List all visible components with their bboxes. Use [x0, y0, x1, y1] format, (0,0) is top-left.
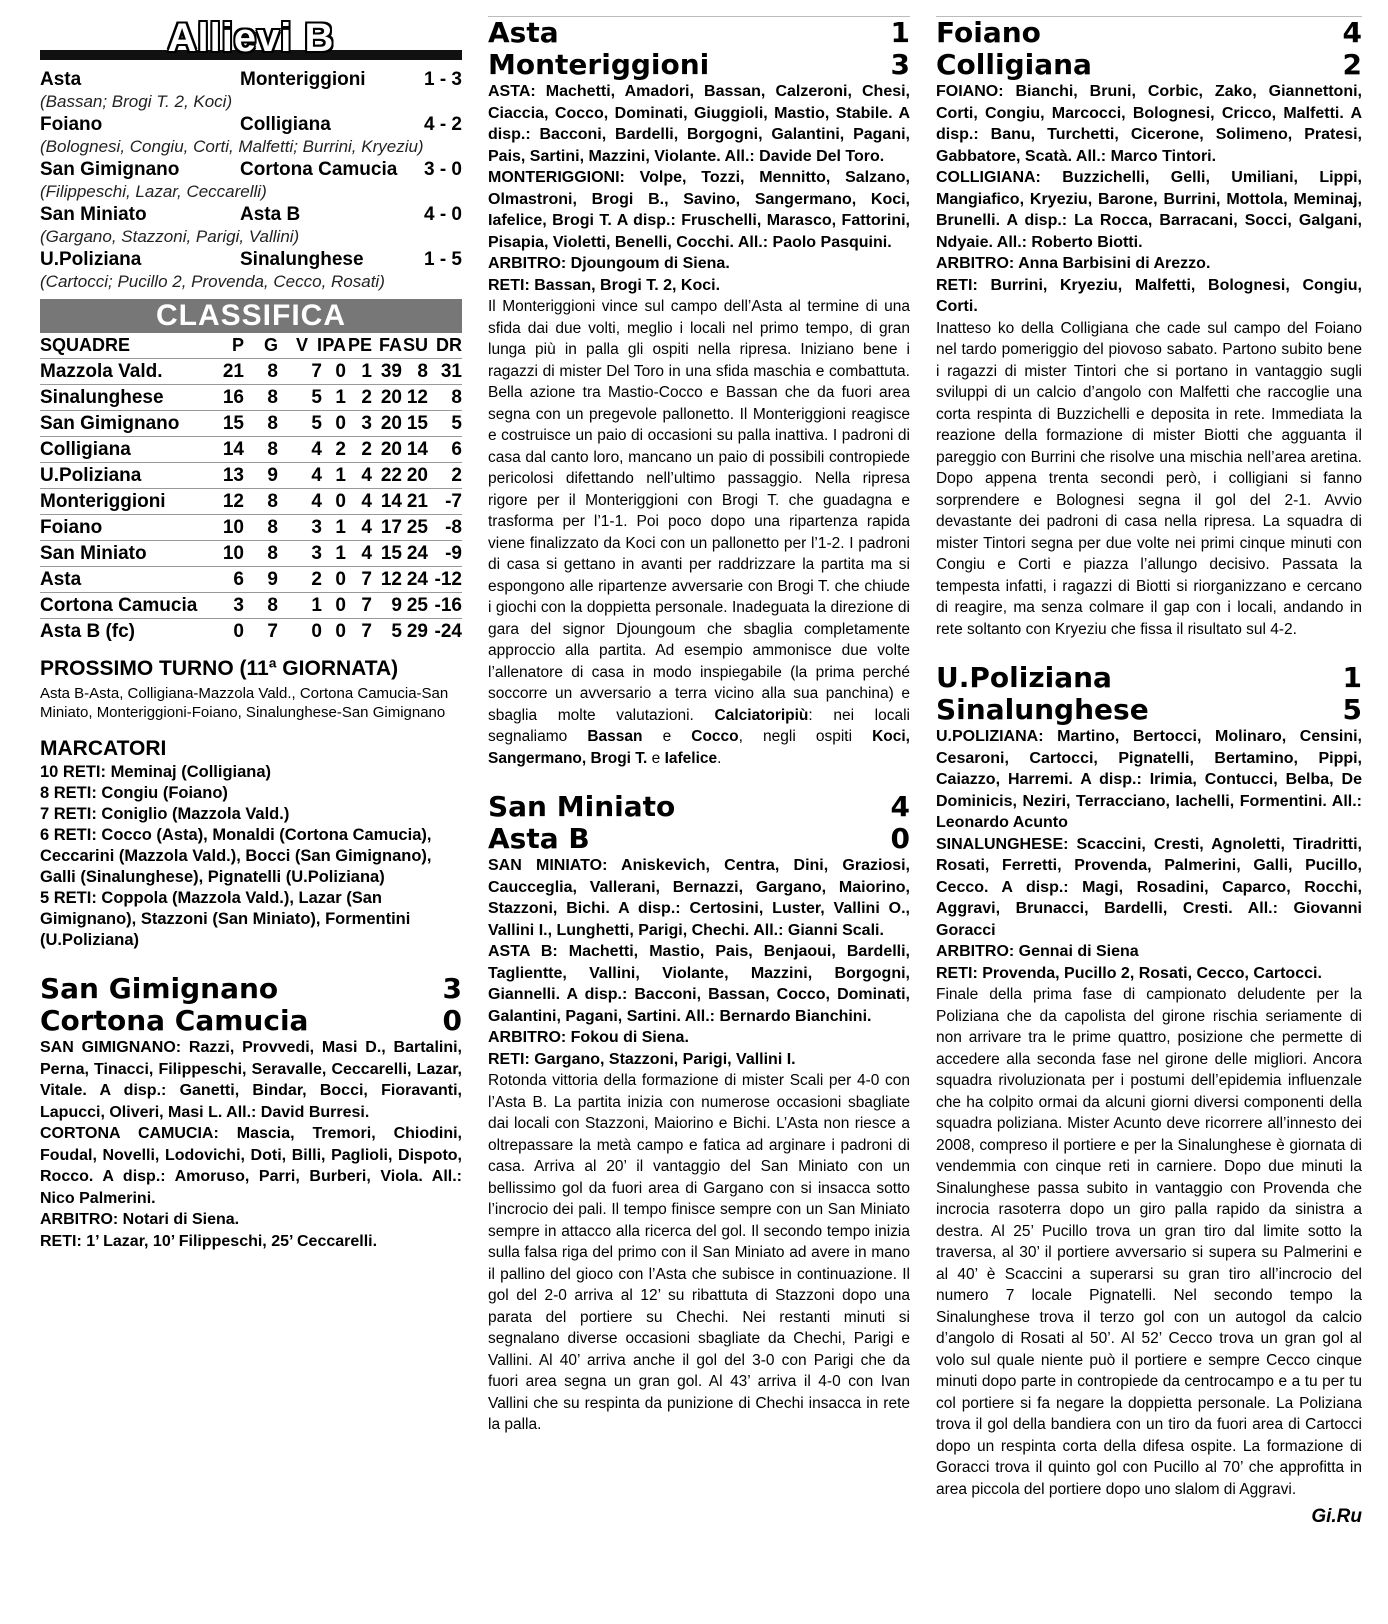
away-lineup: SINALUNGHESE: Scaccini, Cresti, Agnoletti, Tiradritti, Rosati, Ferretti, Provenda, Palmerini, Galli, Pucillo, Cecco. A disp.: Magi, Rosadini, Caparco, Rocchi, Aggravi, Brunacci, Bardelli, Cresti. All.: Giovanni Goracci — [936, 835, 1362, 939]
col-header: SU — [402, 335, 428, 355]
result-item — [40, 203, 462, 248]
away-lineup: ASTA B: Machetti, Mastio, Pais, Benjaoui, Bardelli, Taglientte, Vallini, Violante, Mazzini, Borgogni, Giannelli. A disp.: Bacconi, Bassan, Cocco, Dominati, Galantini, Pagani, Sartini. All.: Bernardo Bianchini. — [488, 943, 910, 1025]
col-header: P — [231, 335, 244, 355]
narrative-text: , negli ospiti — [738, 728, 873, 745]
stat-cell: 8 — [244, 411, 278, 437]
stat-cell: 8 — [244, 515, 278, 541]
team-name: San Miniato — [40, 541, 218, 567]
col-header: G — [263, 335, 278, 355]
team-name: Asta B (fc) — [40, 619, 218, 645]
scorers: (Cartocci; Pucillo 2, Provenda, Cecco, Rosati) — [40, 272, 385, 291]
stat-cell: 29 — [402, 619, 428, 645]
stat-cell: 2 — [346, 385, 372, 411]
match-narrative: Rotonda vittoria della formazione di mister Scali per 4-0 con l’Asta B. La partita inizia con numerose occasioni sbagliate dai locali con Stazzoni, Maiorino e Bichi. L’Asta non riesce a oltrepassare la metà campo e fatica ad arginare i padroni di casa. Arriva al 20’ il vantaggio del San Miniato con un bellissimo gol da fuori area di Gargano con si insacca sotto l’incrocio dei pali. Il tempo finisce sempre con un San Miniato sempre in attacco alla ricerca del gol. Il secondo tempo inizia sulla falsa riga del primo con il San Miniato ad avere in mano il pallino del gioco con l’Asta che subisce in continuazione. Il gol del 2-0 arriva al 12’ su ribattuta di Stazzoni dopo una parata del portiere su Chechi. Nei restanti minuti si segnalano diverse occasioni sbagliate da Chechi, Parigi e Vallini. Al 40’ arriva anche il gol del 3-0 con Parigi che da fuori area segna un gran gol. Al 43’ arriva il 4-0 con Ivan Vallini che su respinta da punizione di Chechi insacca in rete la palla. — [488, 1072, 910, 1433]
calciatoripiu-label: Calciatoripiù — [714, 706, 809, 724]
stat-cell: 1 — [322, 385, 346, 411]
away-team: Sinalunghese — [240, 249, 364, 270]
away-lineup: CORTONA CAMUCIA: Mascia, Tremori, Chiodini, Foudal, Novelli, Lodovichi, Doti, Billi, Paglioli, Dispoto, Rocco. A disp.: Amoruso, Parri, Burberi, Viola. All.: Nico Palmerini. — [40, 1125, 462, 1207]
scorers: (Bolognesi, Congiu, Corti, Malfetti; Burrini, Kryeziu) — [40, 137, 424, 156]
away-score: 5 — [1342, 693, 1362, 726]
stat-cell: 4 — [346, 515, 372, 541]
team-name: Colligiana — [40, 437, 218, 463]
player-highlight: Iafelice — [664, 749, 718, 767]
match-report-san-miniato — [488, 791, 910, 1436]
stat-cell: 24 — [402, 567, 428, 593]
stat-cell: 5 — [278, 411, 322, 437]
away-score: 3 — [890, 48, 910, 81]
section-header — [40, 16, 462, 64]
away-team: Monteriggioni — [240, 69, 366, 90]
home-score: 1 — [890, 16, 910, 49]
stat-cell: 0 — [278, 619, 322, 645]
stat-cell: 8 — [244, 541, 278, 567]
stat-cell: 4 — [278, 463, 322, 489]
marcatori-line: 5 RETI: Coppola (Mazzola Vald.), Lazar (San Gimignano), Stazzoni (San Miniato), Formentini (U.Poliziana) — [40, 889, 411, 949]
home-lineup: SAN MINIATO: Aniskevich, Centra, Dini, Graziosi, Caucceglia, Vallerani, Bernazzi, Gargano, Maiorino, Stazzoni, Bichi. A disp.: Certosini, Luster, Vallini O., Vallini I., Lunghetti, Parigi, Chechi. All.: Gianni Scali. — [488, 857, 910, 939]
home-team: San Miniato — [488, 790, 676, 823]
match-report-san-gimignano — [40, 973, 462, 1252]
away-team: Monteriggioni — [488, 48, 710, 81]
stat-cell: 4 — [278, 489, 322, 515]
referee: ARBITRO: Fokou di Siena. — [488, 1029, 689, 1046]
team-name: San Gimignano — [40, 411, 218, 437]
stat-cell: 22 — [372, 463, 402, 489]
stat-cell: 10 — [218, 541, 244, 567]
stat-cell: -9 — [428, 541, 462, 567]
goals: RETI: Gargano, Stazzoni, Parigi, Vallini I. — [488, 1050, 796, 1068]
stat-cell: 6 — [218, 567, 244, 593]
scorers: (Filippeschi, Lazar, Ceccarelli) — [40, 182, 267, 201]
stat-cell: 14 — [218, 437, 244, 463]
marcatori-title: MARCATORI — [40, 737, 167, 760]
referee: ARBITRO: Gennai di Siena — [936, 943, 1139, 960]
stat-cell: 39 — [372, 359, 402, 385]
stat-cell: 2 — [278, 567, 322, 593]
away-team: Cortona Camucia — [240, 159, 398, 180]
marcatori-line: 10 RETI: Meminaj (Colligiana) — [40, 763, 272, 781]
result-item — [40, 68, 462, 113]
score: 3 - 0 — [423, 159, 462, 180]
standings-row — [40, 411, 462, 437]
goals: RETI: Burrini, Kryeziu, Malfetti, Bolognesi, Congiu, Corti. — [936, 276, 1362, 315]
standings-row — [40, 359, 462, 385]
scorers: (Bassan; Brogi T. 2, Koci) — [40, 92, 233, 111]
prossimo-turno-title: PROSSIMO TURNO (11ª GIORNATA) — [40, 657, 399, 680]
stat-cell: 20 — [372, 411, 402, 437]
marcatori-line: 6 RETI: Cocco (Asta), Monaldi (Cortona Camucia), Ceccarini (Mazzola Vald.), Bocci (San Gimignano), Galli (Sinalunghese), Pignatelli (U.Poliziana) — [40, 826, 432, 886]
standings-row — [40, 541, 462, 567]
stat-cell: 20 — [372, 385, 402, 411]
stat-cell: 21 — [402, 489, 428, 515]
player-highlight: Bassan — [587, 728, 643, 745]
stat-cell: 9 — [244, 567, 278, 593]
results-list — [40, 68, 462, 293]
home-team: San Gimignano — [40, 159, 180, 180]
standings-row — [40, 567, 462, 593]
away-team: Colligiana — [240, 114, 331, 135]
col-header: FA — [378, 335, 402, 355]
stat-cell: 7 — [346, 619, 372, 645]
marcatori-line: 7 RETI: Coniglio (Mazzola Vald.) — [40, 805, 290, 823]
stat-cell: 7 — [278, 359, 322, 385]
col-header: PA — [322, 335, 346, 355]
stat-cell: 10 — [218, 515, 244, 541]
stat-cell: -7 — [428, 489, 462, 515]
standings-row — [40, 515, 462, 541]
result-item — [40, 248, 462, 293]
match-report-foiano — [936, 16, 1362, 640]
team-name: Sinalunghese — [40, 385, 218, 411]
stat-cell: 8 — [244, 489, 278, 515]
match-narrative: Inatteso ko della Colligiana che cade sul campo del Foiano nel tardo pomeriggio del piovoso sabato. Partono subito bene i ragazzi di mister Tintori che si portano in vantaggio sugli sviluppi di un calcio d’angolo con Malfetti che raccoglie una corta respinta di Buzzichelli e deposita in rete. Immediata la reazione della formazione di mister Biotti che agguanta il pareggio con Burrini che risolve una mischia nell’area aretina. Dopo appena trenta secondi però, i colligiani si fanno sorprendere e Bolognesi segna il gol del 2-1. Avvio devastante dei padroni di casa nella ripresa. La squadra di mister Tintori segna per due volte nei primi cinque minuti con Congiu e Corti e piazza l’allungo decisivo. Passata la tempesta infatti, i ragazzi di Biotti si riorganizzano e cercano di reagire, ma senza colmare il gap con i locali, andando in rete soltanto con Kryeziu che fissa il risultato sul 4-2. — [936, 319, 1362, 638]
away-team: Cortona Camucia — [40, 1004, 309, 1037]
stat-cell: 15 — [372, 541, 402, 567]
col-header: SQUADRE — [40, 335, 131, 355]
home-team: U.Poliziana — [936, 661, 1112, 694]
stat-cell: 2 — [346, 437, 372, 463]
home-team: Asta — [488, 16, 559, 49]
stat-cell: 31 — [428, 359, 462, 385]
stat-cell: 8 — [244, 359, 278, 385]
home-team: Foiano — [936, 16, 1041, 49]
column-middle — [488, 16, 910, 1436]
score: 1 - 5 — [423, 249, 462, 270]
home-lineup: U.POLIZIANA: Martino, Bertocci, Molinaro, Censini, Cesaroni, Cartocci, Pignatelli, Bertamino, Pippi, Caiazzo, Harremi. A disp.: Irimia, Contucci, Belba, De Dominicis, Neziri, Terracciano, Iachelli, Formentini. All.: Leonardo Acunto — [936, 728, 1362, 831]
column-left — [40, 16, 462, 1252]
home-score: 3 — [442, 972, 462, 1005]
team-name: Foiano — [40, 515, 218, 541]
match-narrative: Finale della prima fase di campionato deludente per la Poliziana che da capolista del girone rischia seriamente di non arrivare tra le prime quattro, posizione che permette di accedere alla seconda fase nel girone delle migliori. Ancora squadra rivoluzionata per i postumi dell’epidemia influenzale che ha colpito ormai da alcuni giorni diversi componenti della squadra poliziana. Mister Acunto deve ricorrere all’innesto dei 2008, compreso il portiere e per la Sinalunghese è giornata di vendemmia con cinque reti in carniere. Dopo due minuti la Sinalunghese passa subito in vantaggio con Provenda che incrocia rasoterra dopo un giro palla rapido da sinistra a destra. Al 25’ Pucillo trova un gran tiro dal limite sotto la traversa, al 30’ il portiere avversario si supera su Palmerini e al 40’ è Scaccini a superarsi su gran tiro all’incrocio del numero 7 locale Pignatelli. Nel secondo tempo la Sinalunghese trova il terzo gol con un autogol da calcio d’angolo di Rosati al 50’. Al 52’ Cecco trova un gran gol al volo sul quale niente può il portiere e sempre Cecco cinque minuti dopo parte in contropiede da centrocampo e a tu per tu col portiere si fa negare la doppietta personale. La Poliziana trova il gol della bandiera con un tiro da fuori area di Cartocci dopo un respinta corta della difesa ospite. La formazione di Goracci trova il quinto gol con Pucillo al 70’ che approfitta in area piccola del portiere dopo uno slalom di Aggravi. — [936, 986, 1362, 1498]
goals: RETI: 1’ Lazar, 10’ Filippeschi, 25’ Ceccarelli. — [40, 1232, 378, 1250]
stat-cell: 3 — [278, 541, 322, 567]
referee: ARBITRO: Notari di Siena. — [40, 1211, 240, 1228]
stat-cell: 20 — [372, 437, 402, 463]
away-score: 0 — [442, 1004, 462, 1037]
classifica-title: CLASSIFICA — [40, 299, 462, 333]
stat-cell: 3 — [278, 515, 322, 541]
stat-cell: 9 — [244, 463, 278, 489]
scorers: (Gargano, Stazzoni, Parigi, Vallini) — [40, 227, 300, 246]
referee: ARBITRO: Anna Barbisini di Arezzo. — [936, 255, 1211, 272]
marcatori-list — [40, 762, 462, 951]
match-report-poliziana — [936, 662, 1362, 1528]
col-header: V — [295, 335, 308, 355]
home-lineup: SAN GIMIGNANO: Razzi, Provvedi, Masi D., Bartalini, Perna, Tinacci, Filippeschi, Seravalle, Ceccarelli, Lazar, Vitale. A disp.: Ganetti, Bindar, Bocci, Fioravanti, Lapucci, Oliveri, Masi L. All.: David Burresi. — [40, 1039, 462, 1121]
marcatori-line: 8 RETI: Congiu (Foiano) — [40, 784, 228, 802]
score: 4 - 0 — [423, 204, 462, 225]
match-report-asta — [488, 16, 910, 769]
narrative-text: . — [717, 749, 722, 767]
stat-cell: 4 — [346, 463, 372, 489]
stat-cell: 0 — [322, 619, 346, 645]
stat-cell: 1 — [322, 463, 346, 489]
stat-cell: 8 — [244, 437, 278, 463]
stat-cell: 9 — [372, 593, 402, 619]
author-signature: Gi.Ru — [1311, 1506, 1362, 1527]
stat-cell: 0 — [322, 593, 346, 619]
stat-cell: 1 — [322, 541, 346, 567]
stat-cell: 3 — [346, 411, 372, 437]
narrative-text: e — [647, 749, 665, 767]
stat-cell: 12 — [218, 489, 244, 515]
stat-cell: 8 — [244, 385, 278, 411]
stat-cell: 1 — [278, 593, 322, 619]
stat-cell: -12 — [428, 567, 462, 593]
match-narrative — [488, 296, 910, 769]
stat-cell: 6 — [428, 437, 462, 463]
standings-row — [40, 489, 462, 515]
stat-cell: 14 — [402, 437, 428, 463]
goals: RETI: Provenda, Pucillo 2, Rosati, Cecco, Cartocci. — [936, 964, 1322, 982]
stat-cell: 8 — [428, 385, 462, 411]
referee: ARBITRO: Djoungoum di Siena. — [488, 255, 730, 272]
home-score: 1 — [1342, 661, 1362, 694]
col-header: DR — [436, 335, 462, 355]
prossimo-turno-text: Asta B-Asta, Colligiana-Mazzola Vald., Cortona Camucia-San Miniato, Monteriggioni-Foiano, Sinalunghese-San Gimignano — [40, 685, 449, 721]
home-team: Foiano — [40, 114, 103, 135]
home-team: Asta — [40, 69, 82, 90]
away-team: Sinalunghese — [936, 693, 1149, 726]
score: 1 - 3 — [423, 69, 462, 90]
stat-cell: 0 — [322, 489, 346, 515]
stat-cell: 4 — [278, 437, 322, 463]
team-name: Asta — [40, 567, 218, 593]
stat-cell: 1 — [322, 515, 346, 541]
team-name: Mazzola Vald. — [40, 359, 218, 385]
stat-cell: 0 — [322, 411, 346, 437]
away-lineup: MONTERIGGIONI: Volpe, Tozzi, Mennitto, Salzano, Olmastroni, Brogi B., Savino, Sangermano, Koci, Iafelice, Brogi T. A disp.: Fruschelli, Marasco, Fattorini, Pisapia, Violetti, Benelli, Cocchi. All.: Paolo Pasquini. — [488, 169, 910, 251]
stat-cell: 4 — [346, 541, 372, 567]
stat-cell: 1 — [346, 359, 372, 385]
away-team: Colligiana — [936, 48, 1092, 81]
stat-cell: 4 — [346, 489, 372, 515]
stat-cell: 12 — [372, 567, 402, 593]
stat-cell: 15 — [402, 411, 428, 437]
result-item — [40, 158, 462, 203]
away-score: 2 — [1342, 48, 1362, 81]
stat-cell: 8 — [402, 359, 428, 385]
stat-cell: 5 — [428, 411, 462, 437]
stat-cell: 16 — [218, 385, 244, 411]
stat-cell: 7 — [346, 567, 372, 593]
home-team: San Gimignano — [40, 972, 279, 1005]
col-header: I — [316, 335, 322, 355]
stat-cell: 17 — [372, 515, 402, 541]
standings-header-row — [40, 333, 462, 359]
stat-cell: 2 — [322, 437, 346, 463]
team-name: Monteriggioni — [40, 489, 218, 515]
stat-cell: 3 — [218, 593, 244, 619]
home-lineup: ASTA: Machetti, Amadori, Bassan, Calzeroni, Chesi, Ciaccia, Cocco, Dominati, Giuggioli, Mastio, Stabile. A disp.: Bacconi, Bardelli, Borgogni, Galantini, Pagani, Pais, Sartini, Mazzini, Violante. All.: Davide Del Toro. — [488, 83, 910, 165]
stat-cell: 15 — [218, 411, 244, 437]
standings-row — [40, 593, 462, 619]
stat-cell: 24 — [402, 541, 428, 567]
away-team: Asta B — [240, 204, 301, 225]
stat-cell: 25 — [402, 515, 428, 541]
goals: RETI: Bassan, Brogi T. 2, Koci. — [488, 276, 721, 294]
home-score: 4 — [1342, 16, 1362, 49]
standings-row — [40, 385, 462, 411]
narrative-text: e — [642, 728, 692, 745]
stat-cell: 25 — [402, 593, 428, 619]
away-lineup: COLLIGIANA: Buzzichelli, Gelli, Umiliani, Lippi, Mangiafico, Kryeziu, Barone, Burrini, Mottola, Meminaj, Brunelli. A disp.: La Rocca, Barracani, Socci, Galgani, Ndyaie. All.: Roberto Biotti. — [936, 169, 1362, 251]
column-right — [936, 16, 1362, 1528]
home-team: U.Poliziana — [40, 249, 142, 270]
stat-cell: 12 — [402, 385, 428, 411]
stat-cell: 7 — [346, 593, 372, 619]
standings-row — [40, 437, 462, 463]
stat-cell: 0 — [322, 359, 346, 385]
standings-row — [40, 619, 462, 645]
player-highlight: Cocco — [691, 728, 739, 745]
result-item — [40, 113, 462, 158]
standings-table — [40, 333, 462, 644]
stat-cell: 7 — [244, 619, 278, 645]
col-header: PE — [347, 335, 372, 355]
section-title: Allievi B — [167, 16, 335, 60]
standings-row — [40, 463, 462, 489]
stat-cell: 2 — [428, 463, 462, 489]
home-team: San Miniato — [40, 204, 147, 225]
stat-cell: 20 — [402, 463, 428, 489]
stat-cell: 14 — [372, 489, 402, 515]
stat-cell: 5 — [278, 385, 322, 411]
stat-cell: 13 — [218, 463, 244, 489]
stat-cell: -24 — [428, 619, 462, 645]
player-highlight: Koci, Sangermano, Brogi T. — [488, 728, 910, 767]
score: 4 - 2 — [423, 114, 462, 135]
away-score: 0 — [890, 822, 910, 855]
stat-cell: 0 — [218, 619, 244, 645]
narrative-text: Il Monteriggioni vince sul campo dell’Asta al termine di una sfida dai due volti, meglio i locali nel primo tempo, di gran lunga più in palla gli ospiti nella ripresa. Iniziano bene i ragazzi di mister Del Toro in una sfida maschia e combattuta. Bella azione tra Mastio-Cocco e Bassan che da fuori area segna con un pregevole pallonetto. Il Monteriggioni reagisce e costruisce un paio di occasioni su palla inattiva. I padroni di casa dal canto loro, mancano un paio di possibili contropiede pericolosi difettando nell’ultimo passaggio. Nella ripresa rigore per il Monteriggioni con Brogi T. che guadagna e trasforma per l’1-1. Poi poco dopo una ripartenza rapida viene finalizzato da Koci con un pallonetto per l’1-2. I padroni di casa si gettano in avanti per raddrizzare la partita ma si espongono alle ripartenze avversarie con Brogi T. che chiude i giochi con la doppietta personale. Inadeguata la direzione di gara del signor Djoungoum che sbaglia completamente approccio alla partita. Ad esempio ammonisce due volte l’allenatore di casa in modo inspiegabile (la prima perché soccorre un avversario a terra vicino alla sua panchina) e sbaglia molte valutazioni. — [488, 298, 910, 724]
stat-cell: 5 — [372, 619, 402, 645]
stat-cell: 21 — [218, 359, 244, 385]
stat-cell: -8 — [428, 515, 462, 541]
stat-cell: 8 — [244, 593, 278, 619]
home-score: 4 — [890, 790, 910, 823]
away-team: Asta B — [488, 822, 590, 855]
team-name: Cortona Camucia — [40, 593, 218, 619]
stat-cell: -16 — [428, 593, 462, 619]
team-name: U.Poliziana — [40, 463, 218, 489]
stat-cell: 0 — [322, 567, 346, 593]
narrative-text: : nei locali segnaliamo — [488, 706, 911, 745]
home-lineup: FOIANO: Bianchi, Bruni, Corbic, Zako, Giannettoni, Corti, Congiu, Marcocci, Bolognesi, Cricco, Malfetti. A disp.: Banu, Turchetti, Cicerone, Solimeno, Pratesi, Gabbatore, Scatà. All.: Marco Tintori. — [936, 83, 1362, 165]
